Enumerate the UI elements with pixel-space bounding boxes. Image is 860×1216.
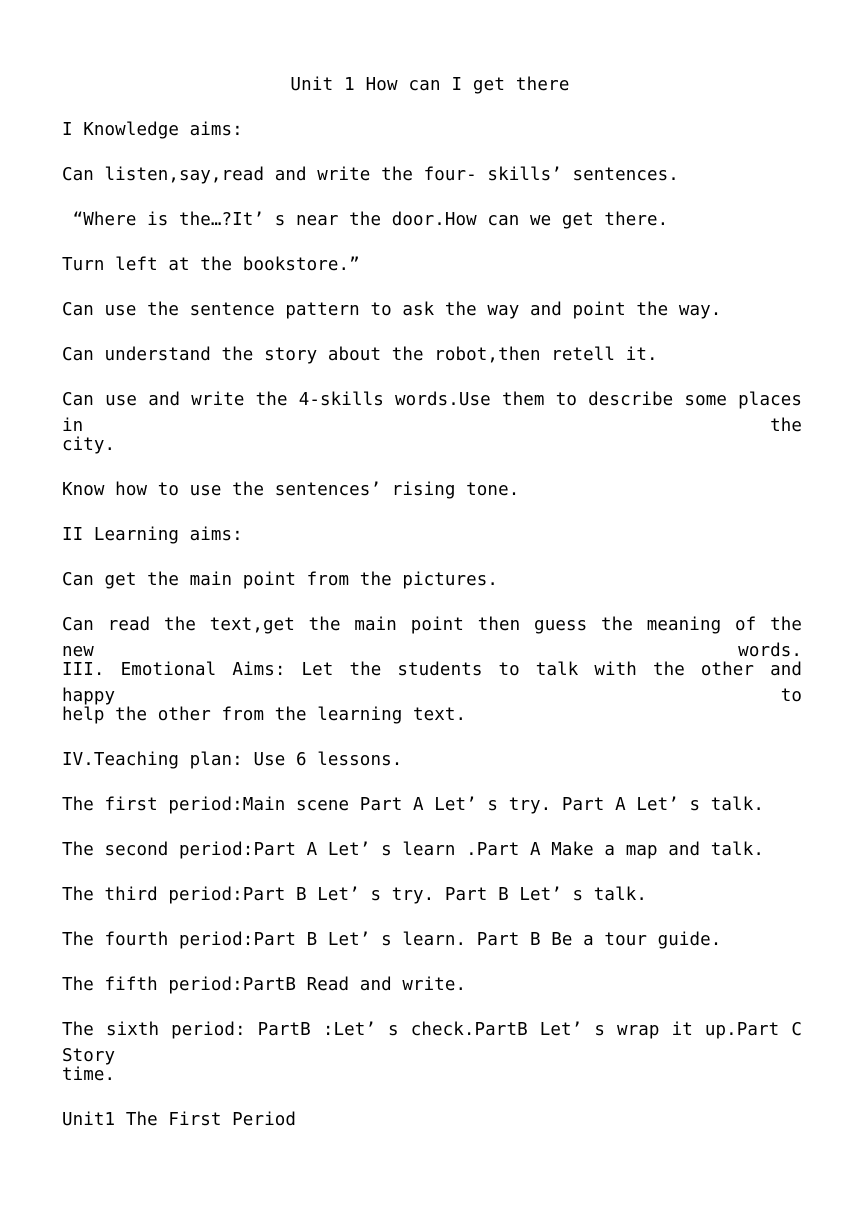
- paragraph-line: Turn left at the bookstore.”: [62, 255, 360, 275]
- document-title: Unit 1 How can I get there: [290, 75, 570, 95]
- section-heading-emotional-aims: III. Emotional Aims: Let the students to talk with the other and happy to: [62, 660, 802, 706]
- paragraph-line: Can read the text,get the main point then guess the meaning of the new words.: [62, 615, 802, 661]
- paragraph-line: Can listen,say,read and write the four- skills’ sentences.: [62, 165, 679, 185]
- period-line: time.: [62, 1065, 116, 1085]
- paragraph-line: city.: [62, 435, 116, 455]
- paragraph-line: Can use the sentence pattern to ask the way and point the way.: [62, 300, 722, 320]
- section-heading-teaching-plan: IV.Teaching plan: Use 6 lessons.: [62, 750, 403, 770]
- paragraph-line: Can get the main point from the pictures.: [62, 570, 499, 590]
- paragraph-line: “Where is the…?It’ s near the door.How can we get there.: [62, 210, 669, 230]
- period-line: The fourth period:Part B Let’ s learn. Part B Be a tour guide.: [62, 930, 722, 950]
- section-heading-first-period: Unit1 The First Period: [62, 1110, 296, 1130]
- paragraph-line: Can use and write the 4-skills words.Use them to describe some places in the: [62, 390, 802, 436]
- period-line: The sixth period: PartB :Let’ s check.PartB Let’ s wrap it up.Part C Story: [62, 1020, 802, 1066]
- period-line: The fifth period:PartB Read and write.: [62, 975, 467, 995]
- section-heading-knowledge-aims: I Knowledge aims:: [62, 120, 243, 140]
- period-line: The first period:Main scene Part A Let’ s try. Part A Let’ s talk.: [62, 795, 764, 815]
- paragraph-line: Can understand the story about the robot,then retell it.: [62, 345, 658, 365]
- paragraph-line: help the other from the learning text.: [62, 705, 467, 725]
- period-line: The second period:Part A Let’ s learn .Part A Make a map and talk.: [62, 840, 764, 860]
- paragraph-line: Know how to use the sentences’ rising tone.: [62, 480, 520, 500]
- section-heading-learning-aims: II Learning aims:: [62, 525, 243, 545]
- period-line: The third period:Part B Let’ s try. Part B Let’ s talk.: [62, 885, 647, 905]
